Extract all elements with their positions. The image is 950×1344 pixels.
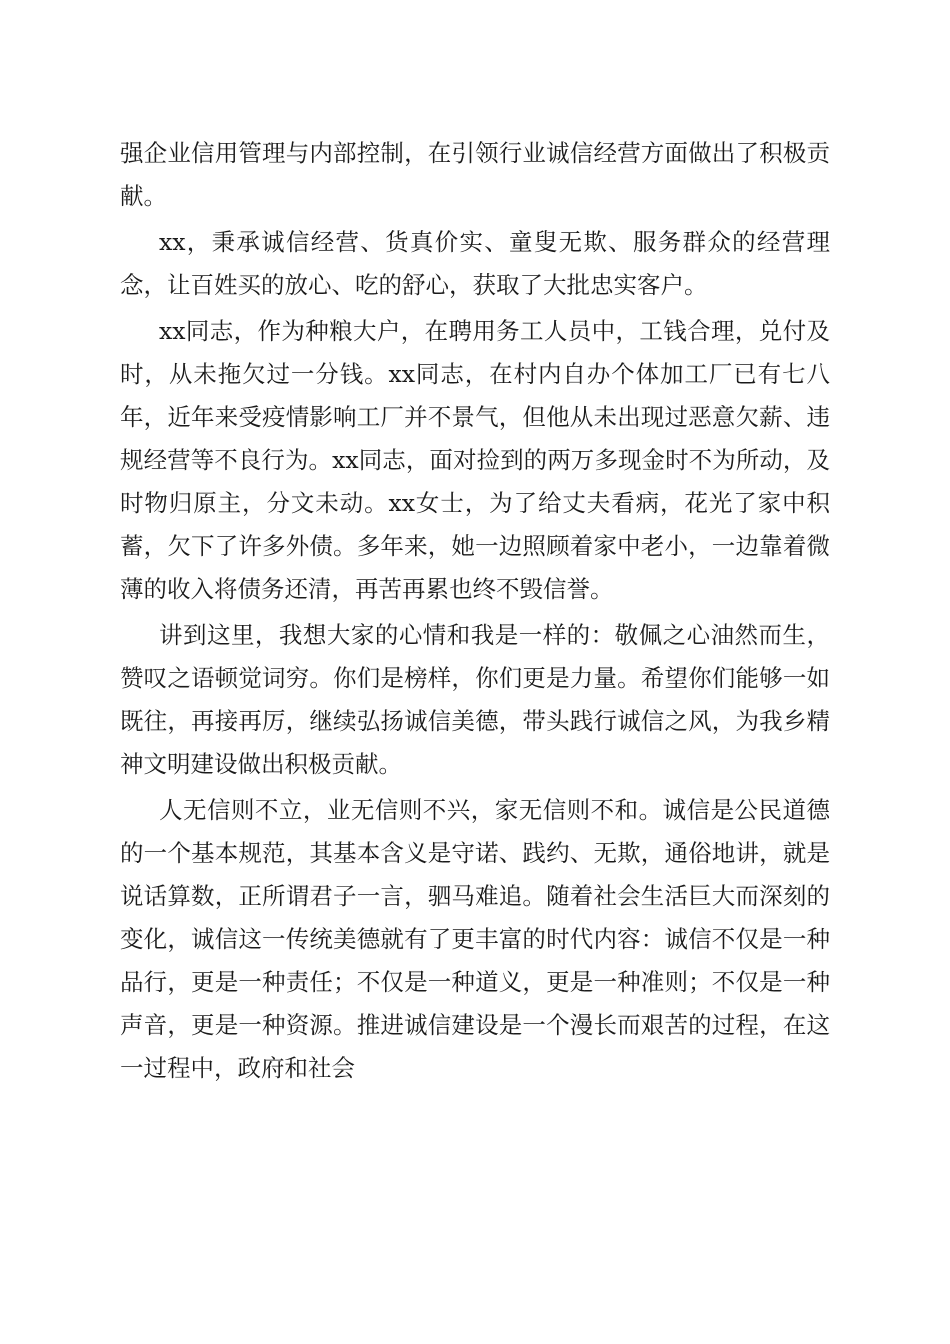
paragraph: xx，秉承诚信经营、货真价实、童叟无欺、服务群众的经营理念，让百姓买的放心、吃的舒心，获取了大批忠实客户。 — [120, 228, 830, 299]
paragraph: 人无信则不立，业无信则不兴，家无信则不和。诚信是公民道德的一个基本规范，其基本含义是守诺、践约、无欺，通俗地讲，就是说话算数，正所谓君子一言，驷马难追。随着社会生活巨大而深刻的变化，诚信这一传统美德就有了更丰富的时代内容：诚信不仅是一种品行，更是一种责任；不仅是一种道义，更是一种准则；不仅是一种声音，更是一种资源。推进诚信建设是一个漫长而艰苦的过程，在这一过程中，政府和社会 — [120, 796, 830, 1082]
paragraph-continuation: 强企业信用管理与内部控制，在引领行业诚信经营方面做出了积极贡献。 — [120, 139, 830, 210]
paragraph: xx同志，作为种粮大户，在聘用务工人员中，工钱合理，兑付及时，从未拖欠过一分钱。xx同志，在村内自办个体加工厂已有七八年，近年来受疫情影响工厂并不景气，但他从未出现过恶意欠薪、违规经营等不良行为。xx同志，面对捡到的两万多现金时不为所动，及时物归原主，分文未动。xx女士，为了给丈夫看病，花光了家中积蓄，欠下了许多外债。多年来，她一边照顾着家中老小，一边靠着微薄的收入将债务还清，再苦再累也终不毁信誉。 — [120, 317, 830, 603]
paragraph: 讲到这里，我想大家的心情和我是一样的：敬佩之心油然而生，赞叹之语顿觉词穷。你们是榜样，你们更是力量。希望你们能够一如既往，再接再厉，继续弘扬诚信美德，带头践行诚信之风，为我乡精神文明建设做出积极贡献。 — [120, 621, 830, 778]
document-body — [120, 132, 830, 1093]
